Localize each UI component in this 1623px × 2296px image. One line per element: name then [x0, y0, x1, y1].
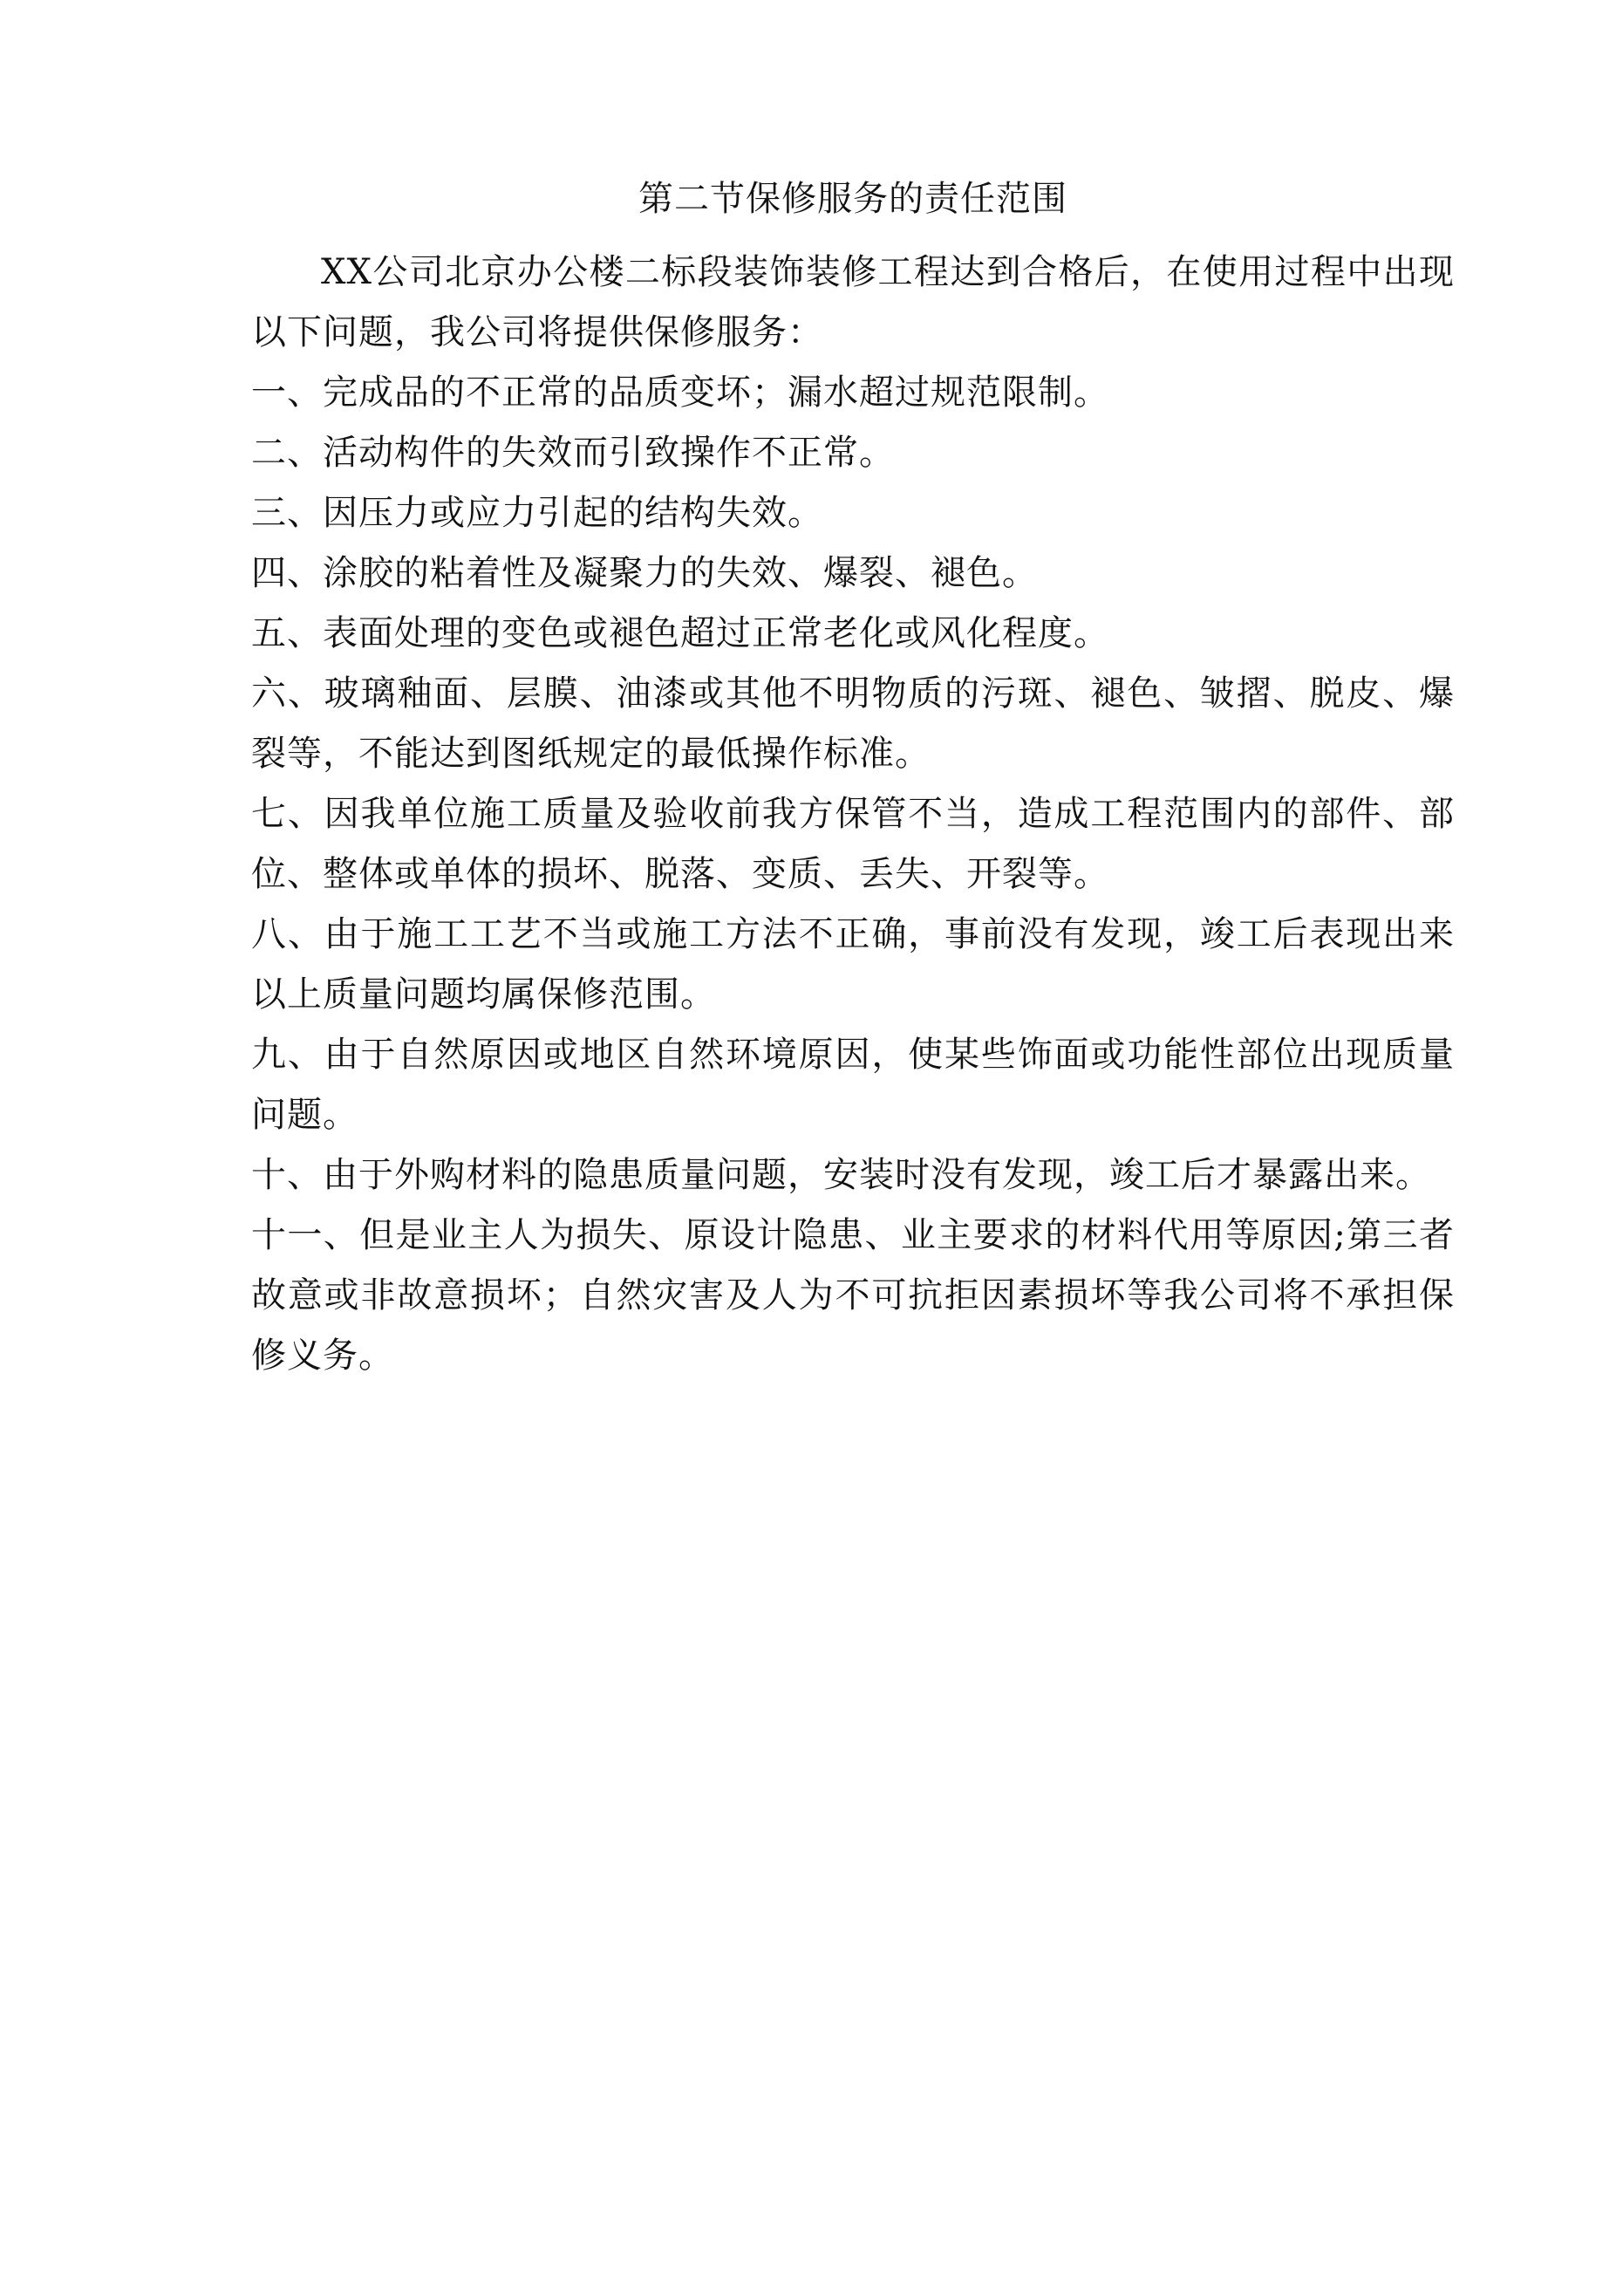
page-title: 第二节保修服务的责任范围	[638, 179, 1067, 219]
clause-6: 六、玻璃釉面、层膜、油漆或其他不明物质的污斑、褪色、皱摺、脱皮、爆裂等，不能达到图纸规定的最低操作标准。	[251, 673, 1455, 774]
intro-paragraph: XX公司北京办公楼二标段装饰装修工程达到合格后，在使用过程中出现以下问题，我公司将提供保修服务：	[251, 252, 1455, 352]
clause-10: 十、由于外购材料的隐患质量问题，安装时没有发现，竣工后才暴露出来。	[251, 1155, 1431, 1195]
clause-4: 四、涂胶的粘着性及凝聚力的失效、爆裂、褪色。	[251, 553, 1038, 593]
clause-8: 八、由于施工工艺不当或施工方法不正确，事前没有发现，竣工后表现出来以上质量问题均属保修范围。	[251, 914, 1455, 1015]
clause-2: 二、活动构件的失效而引致操作不正常。	[251, 433, 895, 473]
clause-9: 九、由于自然原因或地区自然环境原因，使某些饰面或功能性部位出现质量问题。	[251, 1035, 1455, 1135]
clause-11: 十一、但是业主人为损失、原设计隐患、业主要求的材料代用等原因;第三者故意或非故意损坏；自然灾害及人为不可抗拒因素损坏等我公司将不承担保修义务。	[251, 1215, 1455, 1376]
document-page	[251, 174, 1455, 1386]
clause-5: 五、表面处理的变色或褪色超过正常老化或风化程度。	[251, 613, 1109, 653]
clause-1: 一、完成品的不正常的品质变坏；漏水超过规范限制。	[251, 372, 1109, 413]
clause-7: 七、因我单位施工质量及验收前我方保管不当，造成工程范围内的部件、部位、整体或单体的损坏、脱落、变质、丢失、开裂等。	[251, 794, 1455, 894]
clause-3: 三、因压力或应力引起的结构失效。	[251, 493, 823, 533]
